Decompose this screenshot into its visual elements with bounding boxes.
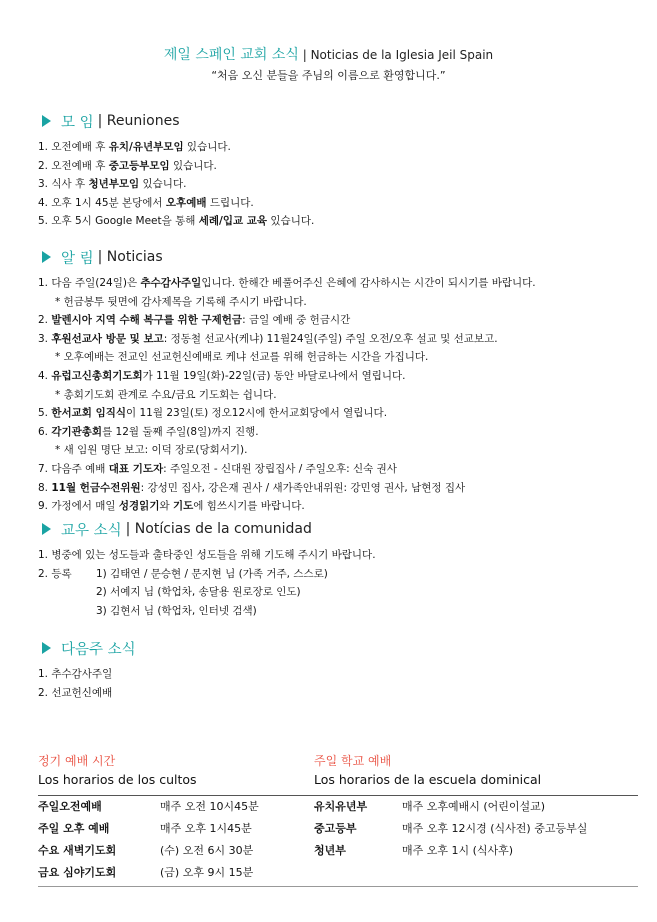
list-item	[38, 497, 638, 516]
text-segment: 있습니다.	[183, 141, 231, 153]
bold-text: 청년부모임	[88, 178, 140, 191]
registration-entry: 3) 김현서 님 (학업차, 인터넷 검색)	[96, 604, 257, 617]
text-segment: 2.	[38, 314, 52, 327]
bold-text: 한서교회 임직식	[51, 407, 127, 420]
reuniones-list	[38, 138, 638, 231]
text-segment: 3.	[38, 332, 52, 345]
section-title-spanish: | Reuniones	[97, 113, 180, 129]
comunidad-list	[38, 546, 638, 620]
bold-text: 오후예배	[165, 196, 207, 209]
text-segment: 8.	[38, 481, 52, 494]
bold-text: 기도	[172, 500, 194, 513]
bold-text: 각기관총회	[51, 425, 103, 438]
bold-text: 유치/유년부모임	[108, 141, 184, 153]
play-triangle-icon	[42, 251, 51, 263]
title-korean: 제일 스페인 교회 소식	[163, 47, 299, 63]
cultos-column	[38, 752, 197, 790]
section-title-korean: 알 림	[61, 250, 94, 267]
list-item-note: * 오후예배는 전교인 선교헌신예배로 케냐 선교를 위해 헌금하는 시간을 가집니다.	[55, 351, 429, 364]
text-segment: 있습니다.	[169, 159, 217, 172]
text-segment: 이 11월 23일(토) 정오12시에 한서교회당에서 열립니다.	[126, 407, 388, 420]
play-triangle-icon	[42, 115, 51, 127]
section-proxima	[38, 637, 638, 702]
section-heading	[38, 637, 638, 659]
bulletin-header	[0, 46, 657, 85]
registration-label: 2. 등록	[38, 567, 72, 580]
cultos-heading-korean: 정기 예배 시간	[38, 754, 116, 768]
list-item	[38, 423, 638, 460]
list-item-note: * 새 임원 명단 보고: 이덕 장로(당회서기).	[55, 444, 248, 457]
text-segment: 가 11월 19일(화)-22일(금) 동안 바달로나에서 열립니다.	[142, 369, 406, 382]
escuela-heading-korean: 주일 학교 예배	[314, 754, 392, 768]
list-item	[38, 330, 638, 367]
section-heading	[38, 518, 638, 540]
registration-row	[38, 583, 638, 602]
section-comunidad	[38, 518, 638, 620]
bold-text: 발렌시아 지역 수해 복구를 위한 구제헌금	[51, 314, 243, 327]
welcome-subtitle: “처음 오신 분들을 주님의 이름으로 환영합니다.”	[211, 69, 446, 82]
text-segment: 5. 오후 5시 Google Meet을 통해	[38, 215, 199, 228]
bold-text: 세례/입교 교육	[198, 215, 268, 228]
text-segment: 있습니다.	[139, 178, 187, 191]
text-segment: : 강성민 집사, 강은재 권사 / 새가족안내위원: 강민영 권사, 남현정 집사	[140, 481, 466, 494]
list-item	[38, 212, 638, 231]
list-item	[38, 138, 638, 157]
section-title-spanish: | Notícias de la comunidad	[125, 521, 312, 537]
text-segment: 9. 가정에서 매일	[38, 500, 119, 513]
list-item	[38, 367, 638, 404]
text-segment: : 주일오전 - 신대원 장립집사 / 주일오후: 신숙 권사	[163, 462, 397, 475]
bold-text: 유럽고신총회기도회	[51, 369, 143, 382]
registration-entry: 1) 김태연 / 문승현 / 문지현 님 (가족 거주, 스스로)	[96, 567, 328, 580]
list-item	[38, 311, 638, 330]
text-segment: 드립니다.	[206, 196, 254, 209]
text-segment: 7. 다음주 예배	[38, 462, 109, 475]
text-segment: : 정동철 선교사(케냐) 11월24일(주일) 주일 오전/오후 설교 및 선교보고.	[163, 332, 498, 345]
section-title-korean: 교우 소식	[61, 522, 122, 539]
list-item-note: * 총회기도회 관계로 수요/금요 기도회는 쉽니다.	[55, 388, 277, 401]
title-separator: |	[298, 48, 311, 62]
bold-text: 중고등부모임	[108, 159, 170, 172]
divider	[38, 795, 638, 796]
text-segment: 6.	[38, 425, 52, 438]
section-title-spanish: | Noticias	[97, 249, 163, 265]
divider	[38, 886, 638, 887]
section-heading	[38, 246, 638, 268]
text-segment: 4. 오후 1시 45분 본당에서	[38, 196, 166, 209]
registration-entry: 2) 서예지 님 (학업차, 송달용 원로장로 인도)	[96, 586, 301, 599]
text-segment: 에 힘쓰시기를 바랍니다.	[193, 500, 305, 513]
registration-row	[38, 565, 638, 584]
text-segment: 1. 오전예배 후	[38, 141, 109, 153]
list-item	[38, 460, 638, 479]
text-segment: 와	[159, 500, 173, 513]
bold-text: 성경읽기	[118, 500, 160, 513]
bold-text: 후원선교사 방문 및 보고	[51, 332, 164, 345]
title-spanish: Noticias de la Iglesia Jeil Spain	[310, 48, 494, 62]
bold-text: 추수감사주일	[140, 277, 202, 289]
text-segment: 2. 오전예배 후	[38, 159, 109, 172]
list-item	[38, 404, 638, 423]
list-item	[38, 175, 638, 194]
list-item-note: * 헌금봉투 뒷면에 감사제목을 기록해 주시기 바랍니다.	[55, 295, 307, 308]
text-segment: : 금일 예배 중 헌금시간	[242, 314, 351, 327]
section-noticias	[38, 246, 638, 516]
text-segment: 4.	[38, 369, 52, 382]
registration-row	[38, 602, 638, 621]
bold-text: 대표 기도자	[108, 462, 164, 475]
section-reuniones	[38, 110, 638, 231]
play-triangle-icon	[42, 523, 51, 535]
section-title-korean: 다음주 소식	[61, 641, 136, 658]
bold-text: 11월 헌금수전위원	[51, 481, 141, 494]
section-heading	[38, 110, 638, 132]
list-item: 2. 선교헌신예배	[38, 686, 113, 699]
play-triangle-icon	[42, 642, 51, 654]
page-title	[0, 46, 657, 65]
text-segment: 1. 다음 주일(24일)은	[38, 277, 141, 289]
list-item: 1. 병중에 있는 성도들과 출타중인 성도들을 위해 기도해 주시기 바랍니다.	[38, 549, 376, 561]
text-segment: 를 12월 둘째 주일(8일)까지 진행.	[102, 425, 259, 438]
list-item	[38, 274, 638, 311]
list-item: 1. 추수감사주일	[38, 668, 113, 680]
escuela-column	[314, 752, 541, 790]
text-segment: 5.	[38, 407, 52, 420]
text-segment: 입니다. 한해간 베풀어주신 은혜에 감사하시는 시간이 되시기를 바랍니다.	[201, 277, 536, 289]
list-item	[38, 479, 638, 498]
list-item	[38, 194, 638, 213]
escuela-heading-spanish: Los horarios de la escuela dominical	[314, 772, 542, 787]
text-segment: 3. 식사 후	[38, 178, 89, 191]
cultos-heading-spanish: Los horarios de los cultos	[38, 772, 197, 787]
proxima-list	[38, 665, 638, 702]
text-segment: 있습니다.	[267, 215, 315, 228]
noticias-list	[38, 274, 638, 516]
list-item	[38, 157, 638, 176]
section-title-korean: 모 임	[61, 114, 94, 131]
